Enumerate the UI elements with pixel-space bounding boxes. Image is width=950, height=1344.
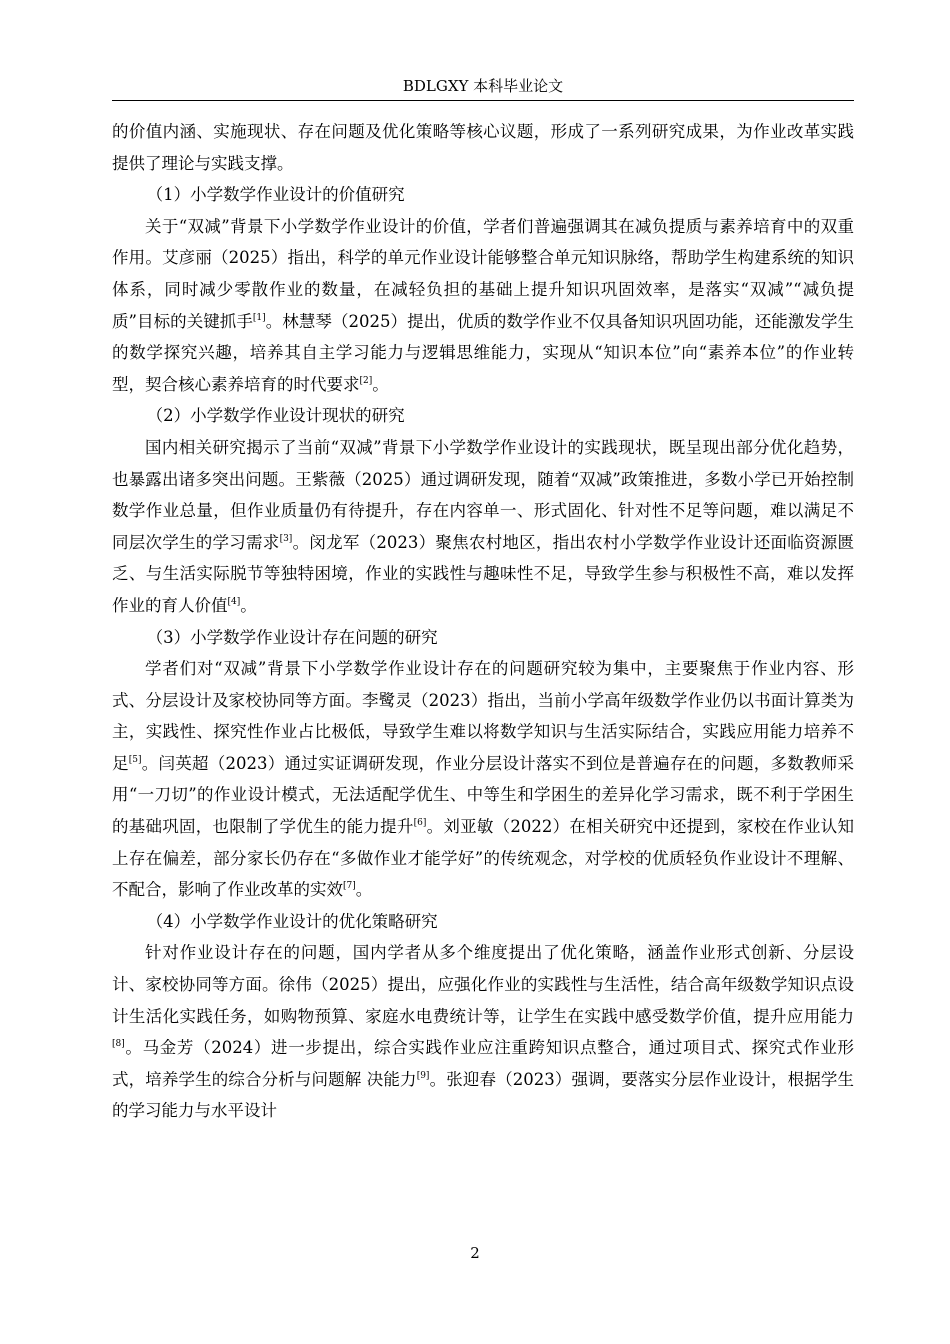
paragraph-continuation: 的价值内涵、实施现状、存在问题及优化策略等核心议题，形成了一系列研究成果，为作业改革实践提供了理论与实践支撑。 bbox=[112, 122, 854, 173]
paragraph-text: 关于“双减”背景下小学数学作业设计的价值，学者们普遍强调其在减负提质与素养培育中的双重作用。艾彦丽（2025）指出，科学的单元作业设计能够整合单元知识脉络，帮助学生构建系统的知识体系，同时减少零散作业的数量，在减轻负担的基础上提升知识巩固效率，是落实“双减”“减负提质”目标的关键抓手 bbox=[112, 216, 854, 331]
paragraph-text: 。 bbox=[355, 880, 373, 900]
section-heading: （2）小学数学作业设计现状的研究 bbox=[146, 406, 405, 426]
running-header: BDLGXY 本科毕业论文 bbox=[402, 77, 564, 95]
body-text bbox=[112, 116, 854, 1127]
paragraph-text: 。 bbox=[240, 595, 257, 615]
paragraph bbox=[112, 211, 854, 401]
citation-ref: [9] bbox=[416, 1070, 430, 1081]
paragraph-text: 。林慧琴（2025）提出，优质的数学作业不仅具备知识巩固功能，还能激发学生的数学探究兴趣，培养其自主学习能力与逻辑思维能力，实现从“知识本位”向“素养本位”的作业转型，契合核心素养培育的时代要求 bbox=[112, 311, 854, 394]
citation-ref: [7] bbox=[343, 881, 356, 892]
citation-ref: [8] bbox=[112, 1039, 125, 1050]
paragraph bbox=[112, 653, 854, 906]
page-number: 2 bbox=[470, 1244, 480, 1262]
citation-ref: [2] bbox=[359, 375, 373, 386]
citation-ref: [3] bbox=[279, 533, 293, 544]
paragraph-text: 。闫英超（2023）通过实证调研发现，作业分层设计落实不到位是普遍存在的问题，多数教师采用“一刀切”的作业设计模式，无法适配学优生、中等生和学困生的差异化学习需求，既不利于学困生的基础巩固，也限制了学优生的能力提升 bbox=[112, 753, 855, 837]
paragraph-text: 国内相关研究揭示了当前“双减”背景下小学数学作业设计的实践现状，既呈现出部分优化趋势，也暴露出诸多突出问题。王紫薇（2025）通过调研发现，随着“双减”政策推进，多数小学已开始控制数学作业总量，但作业质量仍有待提升，存在内容单一、形式固化、针对性不足等问题，难以满足不同层次学生的学习需求 bbox=[112, 437, 854, 552]
header-divider bbox=[112, 100, 854, 101]
paragraph bbox=[112, 937, 854, 1127]
paragraph-text: 学者们对“双减”背景下小学数学作业设计存在的问题研究较为集中，主要聚焦于作业内容、形式、分层设计及家校协同等方面。李鹭灵（2023）指出，当前小学高年级数学作业仍以书面计算类为主，实践性、探究性作业占比极低，导致学生难以将数学知识与生活实际结合，实践应用能力培养不足 bbox=[112, 659, 854, 773]
citation-ref: [5] bbox=[128, 754, 142, 765]
paragraph-text: 针对作业设计存在的问题，国内学者从多个维度提出了优化策略，涵盖作业形式创新、分层设计、家校协同等方面。徐伟（2025）提出，应强化作业的实践性与生活性，结合高年级数学知识点设计生活化实践任务，如购物预算、家庭水电费统计等，让学生在实践中感受数学价值，提升应用能力 bbox=[112, 943, 854, 1026]
section-heading: （4）小学数学作业设计的优化策略研究 bbox=[146, 911, 438, 931]
citation-ref: [1] bbox=[252, 312, 266, 323]
paragraph-text: 。张迎春（2023）强调，要落实分层作业设计，根据学生的学习能力与水平设计 bbox=[112, 1069, 854, 1121]
paragraph bbox=[112, 432, 854, 622]
citation-ref: [4] bbox=[227, 596, 241, 607]
paragraph-text: 。马金芳（2024）进一步提出，综合实践作业应注重跨知识点整合，通过项目式、探究式作业形式，培养学生的综合分析与问题解 决能力 bbox=[112, 1038, 854, 1089]
paragraph-text: 。 bbox=[372, 374, 389, 394]
citation-ref: [6] bbox=[413, 818, 427, 829]
paragraph-text: 。刘亚敏（2022）在相关研究中还提到，家校在作业认知上存在偏差，部分家长仍存在“多做作业才能学好”的传统观念，对学校的优质轻负作业设计不理解、不配合，影响了作业改革的实效 bbox=[112, 817, 854, 900]
section-heading: （3）小学数学作业设计存在问题的研究 bbox=[146, 627, 438, 647]
section-heading: （1）小学数学作业设计的价值研究 bbox=[146, 185, 405, 205]
paragraph-text: 。闵龙军（2023）聚焦农村地区，指出农村小学数学作业设计还面临资源匮乏、与生活实际脱节等独特困境，作业的实践性与趣味性不足，导致学生参与积极性不高，难以发挥作业的育人价值 bbox=[112, 532, 854, 615]
